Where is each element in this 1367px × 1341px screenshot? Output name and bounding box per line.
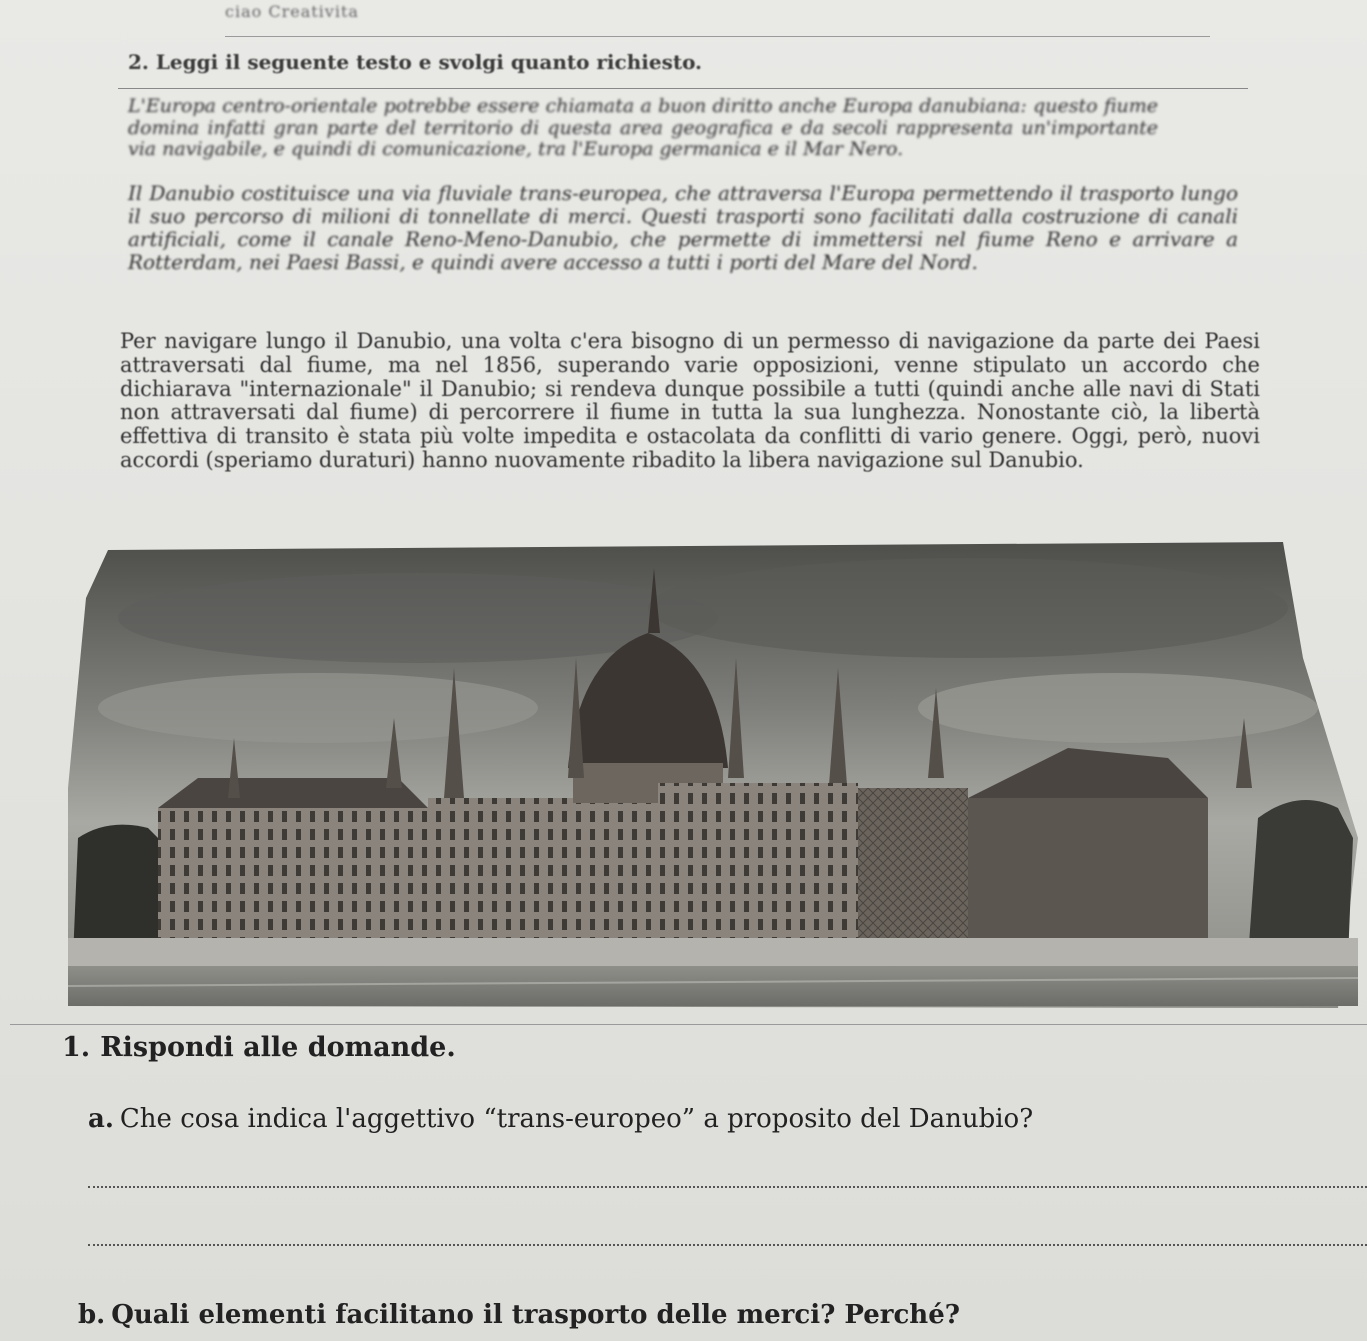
answer-line-2[interactable] xyxy=(88,1244,1367,1246)
answer-line-1[interactable] xyxy=(88,1186,1367,1188)
question-b-letter: b. xyxy=(78,1300,106,1330)
parliament-photo xyxy=(68,538,1358,1020)
parliament-photo-illustration xyxy=(68,538,1358,1020)
question-a xyxy=(88,1104,1033,1134)
question-b-text: Quali elementi facilitano il trasporto delle merci? Perché? xyxy=(111,1300,960,1330)
question-b xyxy=(78,1300,960,1330)
reading-paragraph-2: Il Danubio costituisce una via fluviale trans-europea, che attraversa l'Europa permettendo il trasporto lungo il suo percorso di milioni di tonnellate di merci. Questi trasporti sono facilitati dalla costruzione di canali artificiali, come il canale Reno-Meno-Danubio, che permette di immettersi nel fiume Reno e arrivare a Rotterdam, nei Paesi Bassi, e quindi avere accesso a tutti i porti del Mare del Nord. xyxy=(128,181,1238,274)
reading-paragraph-3: Per navigare lungo il Danubio, una volta c'era bisogno di un permesso di navigazione da parte dei Paesi attraversati dal fiume, ma nel 1856, superando varie opposizioni, venne stipulato un accordo che dichiarava "internazionale" il Danubio; si rendeva dunque possibile a tutti (quindi anche alle navi di Stati non attraversati dal fiume) di percorrere il fiume in tutta la sua lunghezza. Nonostante ciò, la libertà effettiva di transito è stata più volte impedita e ostacolata da conflitti di vario genere. Oggi, però, nuovi accordi (speriamo duraturi) hanno nuovamente ribadito la libera navigazione sul Danubio. xyxy=(120,329,1260,472)
reading-paragraph-1: L'Europa centro-orientale potrebbe essere chiamata a buon diritto anche Europa danubiana: questo fiume domina infatti gran parte del territorio di questa area geografica e da secoli rappresenta un'importante via navigabile, e quindi di comunicazione, tra l'Europa germanica e il Mar Nero. xyxy=(128,95,1158,160)
exercise-heading: 2. Leggi il seguente testo e svolgi quanto richiesto. xyxy=(128,50,703,74)
question-a-letter: a. xyxy=(88,1104,114,1134)
page-header-text: ciao Creativita xyxy=(225,2,359,21)
section-divider xyxy=(10,1024,1367,1025)
question-a-text: Che cosa indica l'aggettivo “trans-europeo” a proposito del Danubio? xyxy=(119,1104,1034,1134)
top-divider xyxy=(225,36,1210,37)
questions-heading xyxy=(62,1032,456,1063)
questions-number: 1. xyxy=(62,1032,91,1063)
questions-title: Rispondi alle domande. xyxy=(100,1032,456,1063)
